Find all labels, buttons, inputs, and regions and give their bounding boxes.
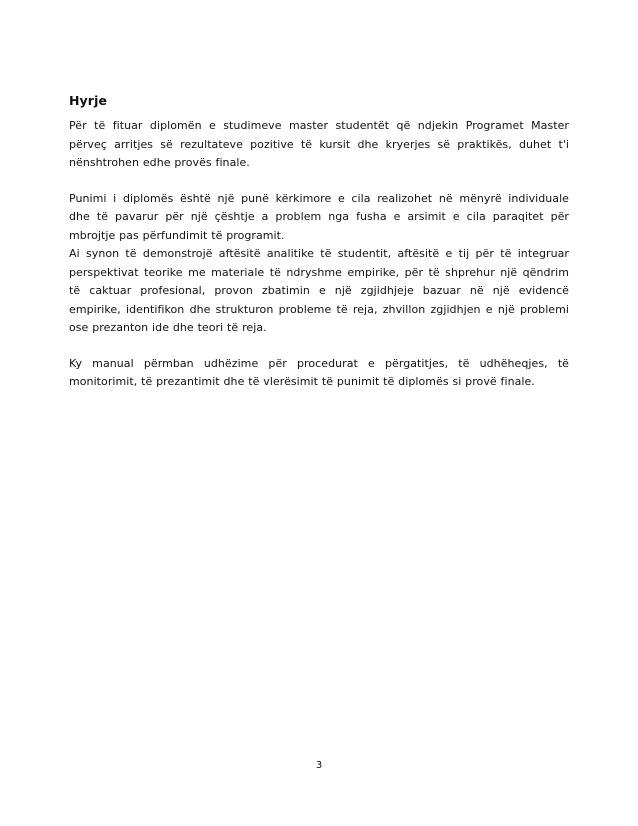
page-number: 3 <box>315 760 323 771</box>
paragraph-line: monitorimit, të prezantimit dhe të vlerësimit të punimit të diplomës si provë finale. <box>69 375 535 388</box>
paragraph-2 <box>69 190 569 246</box>
page-content <box>69 92 569 409</box>
paragraph-line: perspektivat teorike me materiale të ndryshme empirike, për të shprehur një qëndrim <box>69 265 569 279</box>
paragraph-line: dhe të pavarur për një çështje a problem nga fusha e arsimit e cila paraqitet për <box>69 210 569 223</box>
section-heading: Hyrje <box>69 93 108 108</box>
paragraph-line: Punimi i diplomës është një punë kërkimore e cila realizohet në mënyrë individuale <box>69 191 569 205</box>
paragraph-line: empirike, identifikon dhe strukturon probleme të reja, zhvillon zgjidhjen e një problemi <box>69 302 569 316</box>
paragraph-line: nënshtrohen edhe provës finale. <box>69 156 250 169</box>
paragraph-1 <box>69 117 569 173</box>
paragraph-line: ose prezanton ide dhe teori të reja. <box>69 321 267 334</box>
paragraph-line: përveç arritjes së rezultateve pozitive të kursit dhe kryerjes së praktikës, duhet t'i <box>69 137 569 151</box>
paragraph-line: Për të fituar diplomën e studimeve master studentët që ndjekin Programet Master <box>69 119 569 132</box>
paragraph-line: mbrojtje pas përfundimit të programit. <box>69 228 285 242</box>
paragraph-4 <box>69 355 569 392</box>
paragraph-line: Ky manual përmban udhëzime për procedurat e përgatitjes, të udhëheqjes, të <box>69 356 569 370</box>
paragraph-line: të caktuar profesional, provon zbatimin e një zgjidhjeje bazuar në një evidencë <box>69 284 569 297</box>
paragraph-line: Ai synon të demonstrojë aftësitë analitike të studentit, aftësitë e tij për të integruar <box>69 247 569 260</box>
paragraph-3 <box>69 245 569 338</box>
